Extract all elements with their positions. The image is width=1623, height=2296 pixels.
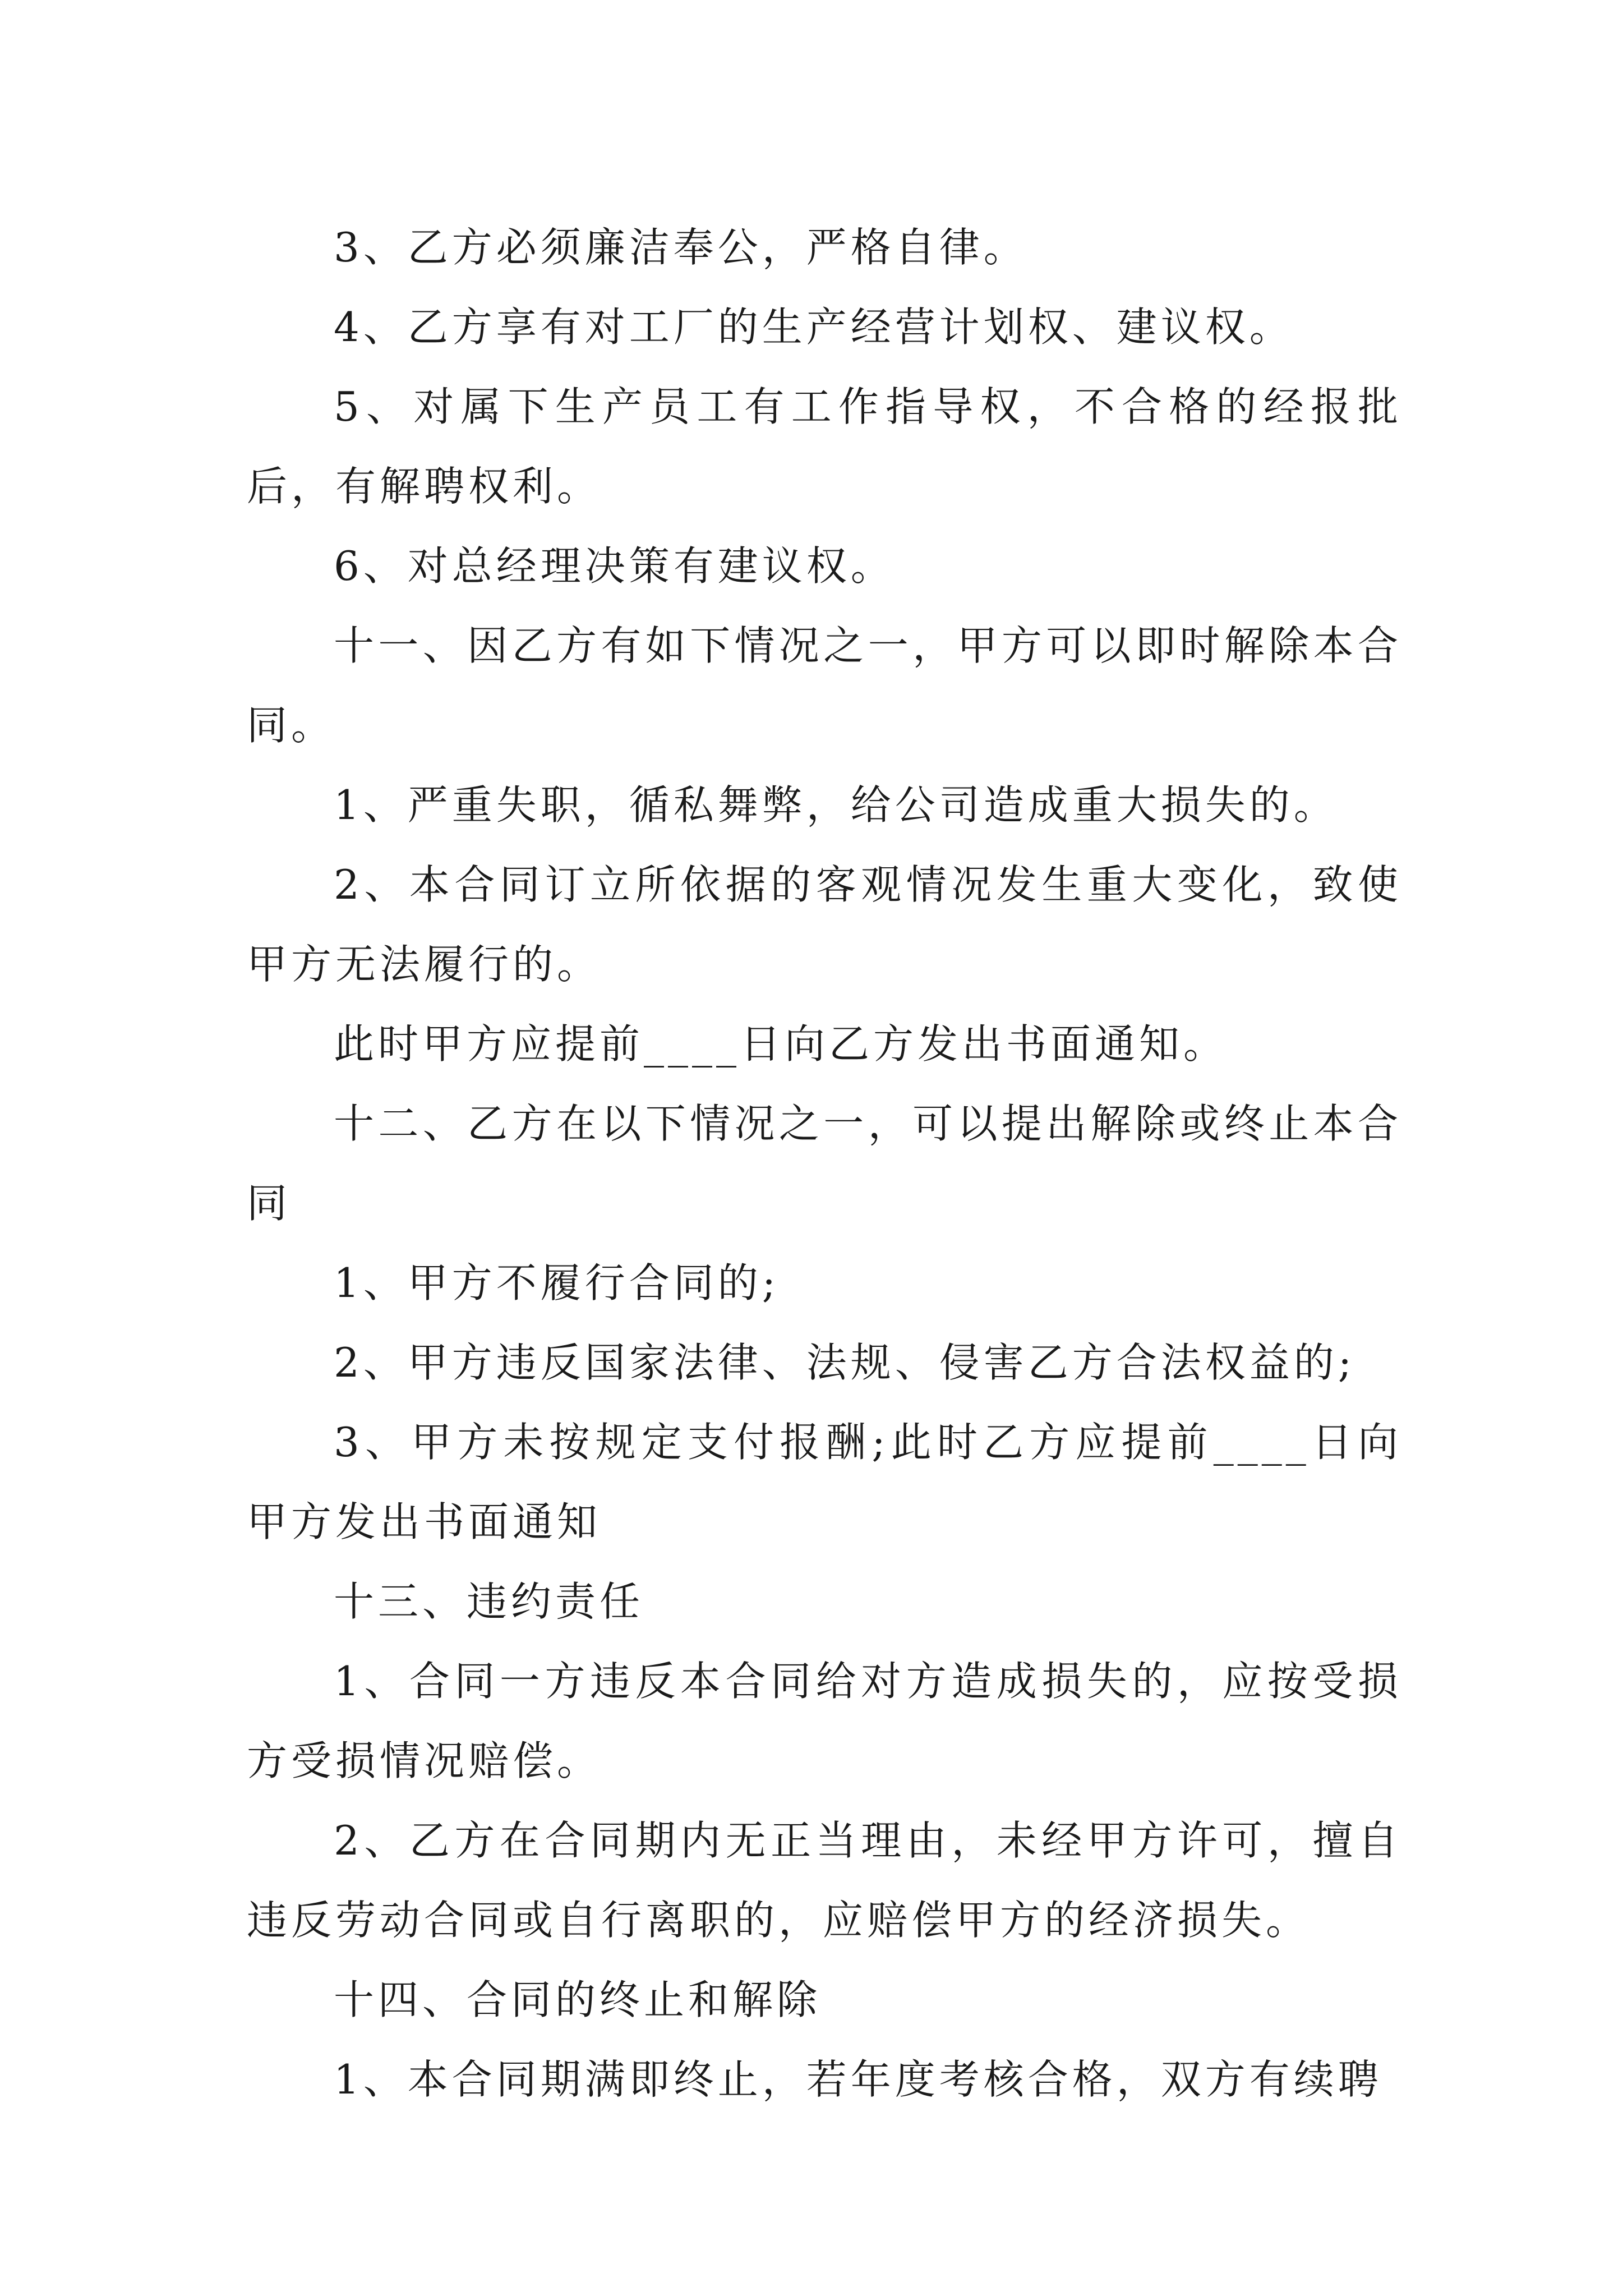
section-heading-12: 十二、乙方在以下情况之一，可以提出解除或终止本合同 (247, 1100, 1402, 1227)
paragraph-13-item-1: 1、合同一方违反本合同给对方造成损失的，应按受损方受损情况赔偿。 (247, 1658, 1402, 1784)
paragraph-12-item-3: 3、甲方未按规定支付报酬;此时乙方应提前____日向甲方发出书面通知 (247, 1419, 1402, 1545)
paragraph-11-item-2: 2、本合同订立所依据的客观情况发生重大变化，致使甲方无法履行的。 (247, 861, 1402, 988)
section-heading-13: 十三、违约责任 (334, 1578, 644, 1625)
paragraph-12-item-2: 2、甲方违反国家法律、法规、侵害乙方合法权益的; (334, 1339, 1356, 1386)
paragraph-clause-4: 4、乙方享有对工厂的生产经营计划权、建议权。 (334, 303, 1294, 351)
section-heading-11: 十一、因乙方有如下情况之一，甲方可以即时解除本合同。 (247, 622, 1402, 749)
section-heading-14: 十四、合同的终止和解除 (334, 1976, 822, 2023)
paragraph-13-item-2: 2、乙方在合同期内无正当理由，未经甲方许可，擅自违反劳动合同或自行离职的，应赔偿甲方的经济损失。 (247, 1817, 1402, 1944)
paragraph-clause-3: 3、乙方必须廉洁奉公，严格自律。 (334, 224, 1028, 271)
document-body (247, 208, 1402, 2119)
paragraph-14-item-1: 1、本合同期满即终止，若年度考核合格，双方有续聘 (334, 2056, 1382, 2103)
paragraph-clause-6: 6、对总经理决策有建议权。 (334, 542, 895, 590)
paragraph-11-notice: 此时甲方应提前____日向乙方发出书面通知。 (334, 1020, 1228, 1068)
paragraph-12-item-1: 1、甲方不履行合同的; (334, 1259, 780, 1306)
paragraph-clause-5: 5、对属下生产员工有工作指导权，不合格的经报批后，有解聘权利。 (247, 383, 1402, 510)
paragraph-11-item-1: 1、严重失职，循私舞弊，给公司造成重大损失的。 (334, 781, 1338, 829)
